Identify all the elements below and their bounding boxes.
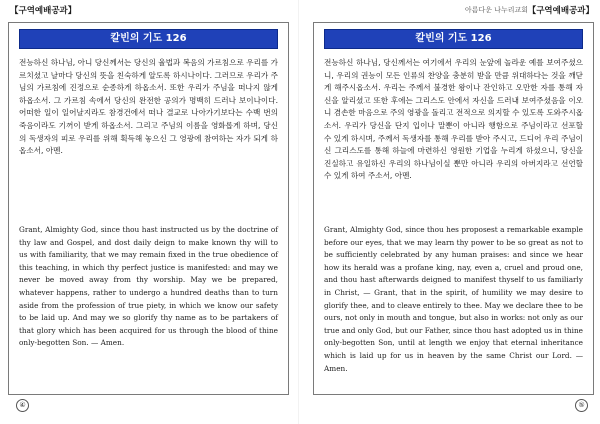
section-tag: 【구역예배공과】 [10,6,77,16]
prayer-frame [313,22,594,395]
english-prayer-text: Grant, Almighty God, since thou hast instructed us by the doctrine of thy law and Gospel, and dost daily deign to make known thy will to us with familiarity, that we may remain fixed in the true obedience of this teaching, in which thy perfect justice is manifested: and may we never be moved away from thy worship. May we be prepared, whatever happens, rather to undergo a hundred deaths than to turn aside from the profession of true piety, in which we know our safety to be laid up. And may we so glorify thy name as to be partakers of that glory which has been acquired for us through the blood of thine only-begotten Son. — Amen. [19,225,278,348]
left-page [4,0,293,424]
prayer-frame [8,22,289,395]
english-prayer-text: Grant, Almighty God, since thou hes proposest a remarkable example before our eyes, that we may learn thy power to be so great as not to be sufficiently celebrated by any human praises: and since we hear how its herald was a profane king, nay, even a, cruel and proud one, and thou hast afterwards deigned to manifest thyself to us familiarly in Christ, — Grant, that in the spirit, of humility we may desire to glorify thee, and to cleave entirely to thee. May we declare thee to be ours, not only in mouth and tongue, but also in works: not only as our true and only God, but our Father, since thou hast adopted us in thine only-begotten Son, until at length we enjoy that eternal inheritance which is laid up for us in heaven by the same Christ our Lord. — Amen. [324,225,583,373]
page-gutter [298,0,299,424]
church-name: 아름다운 나누리교회 [464,6,528,14]
section-tag: 【구역예배공과】 [527,6,594,16]
right-page [309,0,598,424]
korean-prayer-text: 전능하신 하나님, 아니 당신께서는 당신의 율법과 복음의 가르침으로 우리를 가르치셨고 날마다 당신의 뜻을 친숙하게 알도록 하시나이다. 그러므로 우리가 주님의 가르침에 진정으로 순종하게 하옵소서. 또한 우리가 주님을 떠나지 않게 하옵소서. 그 가르침 속에서 당신의 완전한 공의가 명백히 드러나 보이나이다. 어떠한 일이 일어날지라도 참경건에서 떠나 결교로 나아가기보다는 수백 번의 죽음이라도 기꺼이 받게 하옵소서. 그리고 주님의 이름을 영화롭게 하며, 당신의 독생자의 피로 우리를 위해 획득해 놓으신 그 영광에 참여하는 자가 되게 하옵소서, 아멘. [19,58,278,156]
page-number: ⑤ [575,399,588,412]
page-number: ④ [16,399,29,412]
korean-prayer-text: 전능하신 하나님, 당신께서는 여기에서 우리의 눈앞에 놀라운 예를 보여주셨으니, 우리의 권능이 모든 인류의 찬양을 충분히 받을 만큼 위대하다는 것을 깨닫게 해주시옵소서. 우리는 주께서 불경한 왕이나 잔인하고 오만한 자를 통해 자신을 알리셨고 또한 후에는 그리스도 안에서 자신을 드러내 보여주셨음을 이오니 겸손한 마음으로 주의 영광을 돌리고 전적으로 의지할 수 있도록 도와주시옵소서. 우리가 당신을 단지 입이나 말뿐이 아니라 행함으로 주님이라고 선포할 수 있게 하시며, 주께서 독생자를 통해 우리를 받아 주시고, 드디어 우리 주님이신 그리스도를 통해 하늘에 마련하신 영원한 기업을 누리게 하셨으니, 당신을 진실하고 유일하신 우리의 하나님이실 뿐만 아니라 우리의 아버지라고 선언할 수 있게 하여 주소서, 아멘. [324,58,583,181]
prayer-title: 칼빈의 기도 126 [19,29,278,49]
prayer-title: 칼빈의 기도 126 [324,29,583,49]
